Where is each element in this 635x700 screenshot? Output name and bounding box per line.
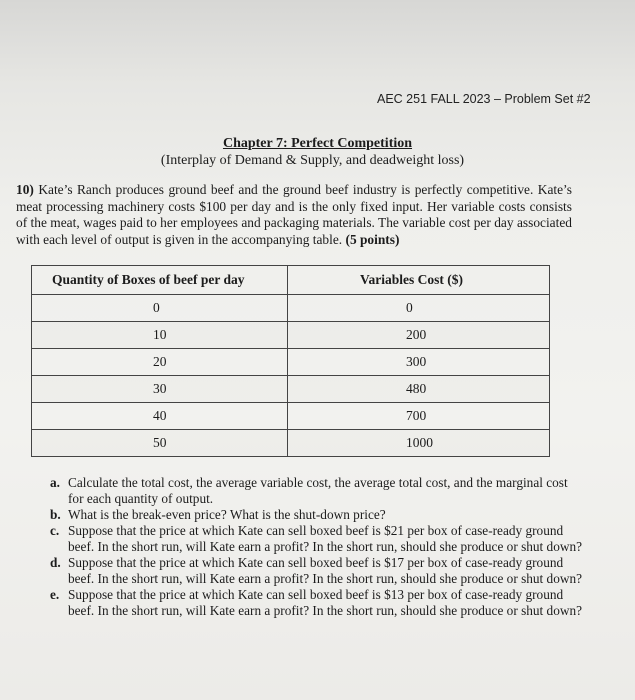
question-text: Suppose that the price at which Kate can sell boxed beef is $21 per box of case-ready ground beef. In the short run, will Kate earn a profit? In the short run, should she produce or shut down? xyxy=(68,523,583,554)
question-item xyxy=(50,475,585,507)
table-row xyxy=(32,430,550,457)
table-header-row xyxy=(32,266,550,295)
table-row xyxy=(32,403,550,430)
question-label: a. xyxy=(50,475,60,490)
table-row xyxy=(32,322,550,349)
question-text: Suppose that the price at which Kate can sell boxed beef is $17 per box of case-ready ground beef. In the short run, will Kate earn a profit? In the short run, should she produce or shut down? xyxy=(68,555,583,586)
question-text: What is the break-even price? What is the shut-down price? xyxy=(68,507,386,522)
cost-table xyxy=(31,265,550,457)
variable-cost-cell: 200 xyxy=(288,322,550,349)
chapter-subtitle: (Interplay of Demand & Supply, and deadweight loss) xyxy=(160,153,465,168)
variable-cost-cell: 0 xyxy=(288,295,550,322)
problem-text: Kate’s Ranch produces ground beef and the ground beef industry is perfectly competitive. Kate’s meat processing machinery costs $100 per day and is the only fixed input. Her variable costs consists of the meat, wages paid to her employees and packaging materials. The variable cost per day associated with each level of output is given in the accompanying table. xyxy=(16,182,572,247)
question-text: Calculate the total cost, the average variable cost, the average total cost, and the marginal cost for each quantity of output. xyxy=(68,475,568,506)
question-item xyxy=(50,507,585,523)
quantity-cell: 10 xyxy=(32,322,288,349)
chapter-title: Chapter 7: Perfect Competition xyxy=(222,136,413,151)
question-text: Suppose that the price at which Kate can sell boxed beef is $13 per box of case-ready ground beef. In the short run, will Kate earn a profit? In the short run, should she produce or shut down? xyxy=(68,587,583,618)
problem-statement xyxy=(16,182,572,248)
variable-cost-cell: 700 xyxy=(288,403,550,430)
quantity-cell: 40 xyxy=(32,403,288,430)
variable-cost-cell: 480 xyxy=(288,376,550,403)
quantity-cell: 0 xyxy=(32,295,288,322)
question-label: c. xyxy=(50,523,60,538)
chapter-heading xyxy=(0,136,635,169)
question-item xyxy=(50,587,585,619)
quantity-cell: 30 xyxy=(32,376,288,403)
quantity-cell: 50 xyxy=(32,430,288,457)
problem-points: (5 points) xyxy=(345,231,400,247)
question-label: d. xyxy=(50,555,61,570)
problem-number: 10) xyxy=(16,182,34,197)
table-header-quantity: Quantity of Boxes of beef per day xyxy=(32,266,288,295)
question-label: e. xyxy=(50,587,60,602)
table-row xyxy=(32,376,550,403)
variable-cost-cell: 300 xyxy=(288,349,550,376)
table-row xyxy=(32,295,550,322)
question-list xyxy=(50,475,585,619)
course-header: AEC 251 FALL 2023 – Problem Set #2 xyxy=(377,92,591,106)
question-item xyxy=(50,523,585,555)
question-item xyxy=(50,555,585,587)
table-row xyxy=(32,349,550,376)
question-label: b. xyxy=(50,507,61,522)
table-header-variable-cost: Variables Cost ($) xyxy=(288,266,550,295)
variable-cost-cell: 1000 xyxy=(288,430,550,457)
quantity-cell: 20 xyxy=(32,349,288,376)
